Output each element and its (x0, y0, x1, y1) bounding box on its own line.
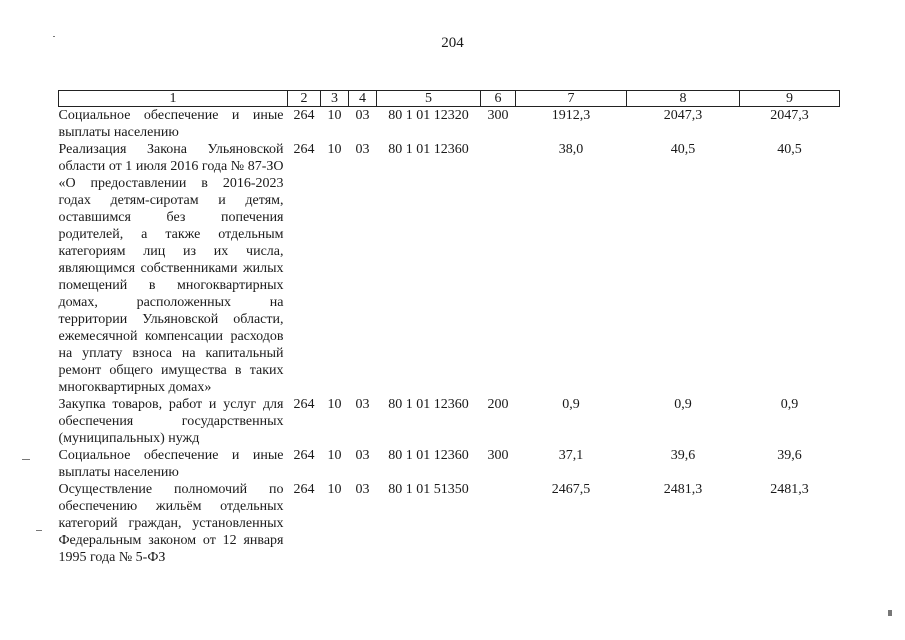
header-cell: 7 (516, 91, 627, 107)
row-name: Осуществление полномочий по обеспечению жильём отдельных категорий граждан, установленных Федеральным законом от 12 января 1995 года № 5-ФЗ (58, 482, 284, 565)
cell-target-article: 80 1 01 12360 (388, 142, 469, 157)
cell-ministry: 264 (293, 108, 315, 123)
cell-section: 10 (327, 108, 342, 123)
cell-amount-7: 0,9 (562, 397, 580, 412)
scan-speck (53, 36, 55, 37)
table-row (59, 447, 840, 481)
header-cell: 1 (59, 91, 288, 107)
cell-subsection: 03 (355, 448, 370, 463)
header-cell: 6 (481, 91, 516, 107)
scan-speck (888, 610, 892, 616)
page-number: 204 (441, 35, 464, 51)
cell-amount-8: 2047,3 (663, 108, 703, 123)
cell-expense-type (481, 141, 516, 396)
table-row (59, 107, 840, 142)
cell-ministry: 264 (293, 142, 315, 157)
scan-speck (22, 459, 30, 460)
header-row (59, 91, 840, 107)
row-name: Реализация Закона Ульяновской области от 1 июля 2016 года № 87-ЗО «О предоставлении в 2016-2023 годах детям-сиротам и детям, оставшимся без попечения родителей, а также отдельным категориям лиц из их числа, являющимся собственниками жилых помещений в многоквартирных домах, расположенных на территории Ульяновской области, ежемесячной компенсации расходов на уплату взноса на капитальный ремонт общего имущества в таких многоквартирных домах» (58, 142, 284, 395)
cell-amount-9: 2481,3 (770, 482, 809, 497)
table-row (59, 481, 840, 566)
cell-amount-7: 1912,3 (551, 108, 591, 123)
cell-subsection: 03 (355, 108, 370, 123)
budget-table (58, 90, 840, 566)
row-name: Социальное обеспечение и иные выплаты населению (58, 108, 284, 140)
header-cell: 3 (321, 91, 349, 107)
cell-target-article: 80 1 01 51350 (388, 482, 469, 497)
cell-amount-9: 2047,3 (770, 108, 809, 123)
table-row (59, 396, 840, 447)
cell-amount-8: 0,9 (674, 397, 692, 412)
cell-section: 10 (327, 482, 342, 497)
cell-ministry: 264 (293, 397, 315, 412)
row-name: Социальное обеспечение и иные выплаты населению (58, 448, 284, 480)
cell-amount-9: 0,9 (780, 397, 799, 412)
cell-amount-8: 2481,3 (663, 482, 703, 497)
row-name: Закупка товаров, работ и услуг для обеспечения государственных (муниципальных) нужд (58, 397, 284, 446)
cell-amount-9: 40,5 (777, 142, 802, 157)
header-cell: 2 (288, 91, 321, 107)
header-cell: 4 (349, 91, 377, 107)
cell-amount-7: 2467,5 (551, 482, 591, 497)
cell-target-article: 80 1 01 12320 (388, 108, 469, 123)
cell-section: 10 (327, 448, 342, 463)
cell-amount-8: 39,6 (670, 448, 696, 463)
cell-subsection: 03 (355, 397, 370, 412)
cell-expense-type: 300 (487, 108, 509, 123)
cell-expense-type: 200 (487, 397, 509, 412)
cell-amount-9: 39,6 (777, 448, 802, 463)
header-cell: 9 (740, 91, 840, 107)
cell-amount-8: 40,5 (670, 142, 696, 157)
header-cell: 8 (627, 91, 740, 107)
cell-amount-7: 37,1 (558, 448, 584, 463)
cell-target-article: 80 1 01 12360 (388, 448, 469, 463)
header-cell: 5 (377, 91, 481, 107)
cell-subsection: 03 (355, 482, 370, 497)
cell-section: 10 (327, 142, 342, 157)
cell-section: 10 (327, 397, 342, 412)
cell-subsection: 03 (355, 142, 370, 157)
cell-amount-7: 38,0 (558, 142, 584, 157)
table-row (59, 141, 840, 396)
cell-ministry: 264 (293, 448, 315, 463)
cell-expense-type: 300 (487, 448, 509, 463)
cell-expense-type (481, 481, 516, 566)
cell-ministry: 264 (293, 482, 315, 497)
scan-speck (36, 530, 42, 531)
cell-target-article: 80 1 01 12360 (388, 397, 469, 412)
